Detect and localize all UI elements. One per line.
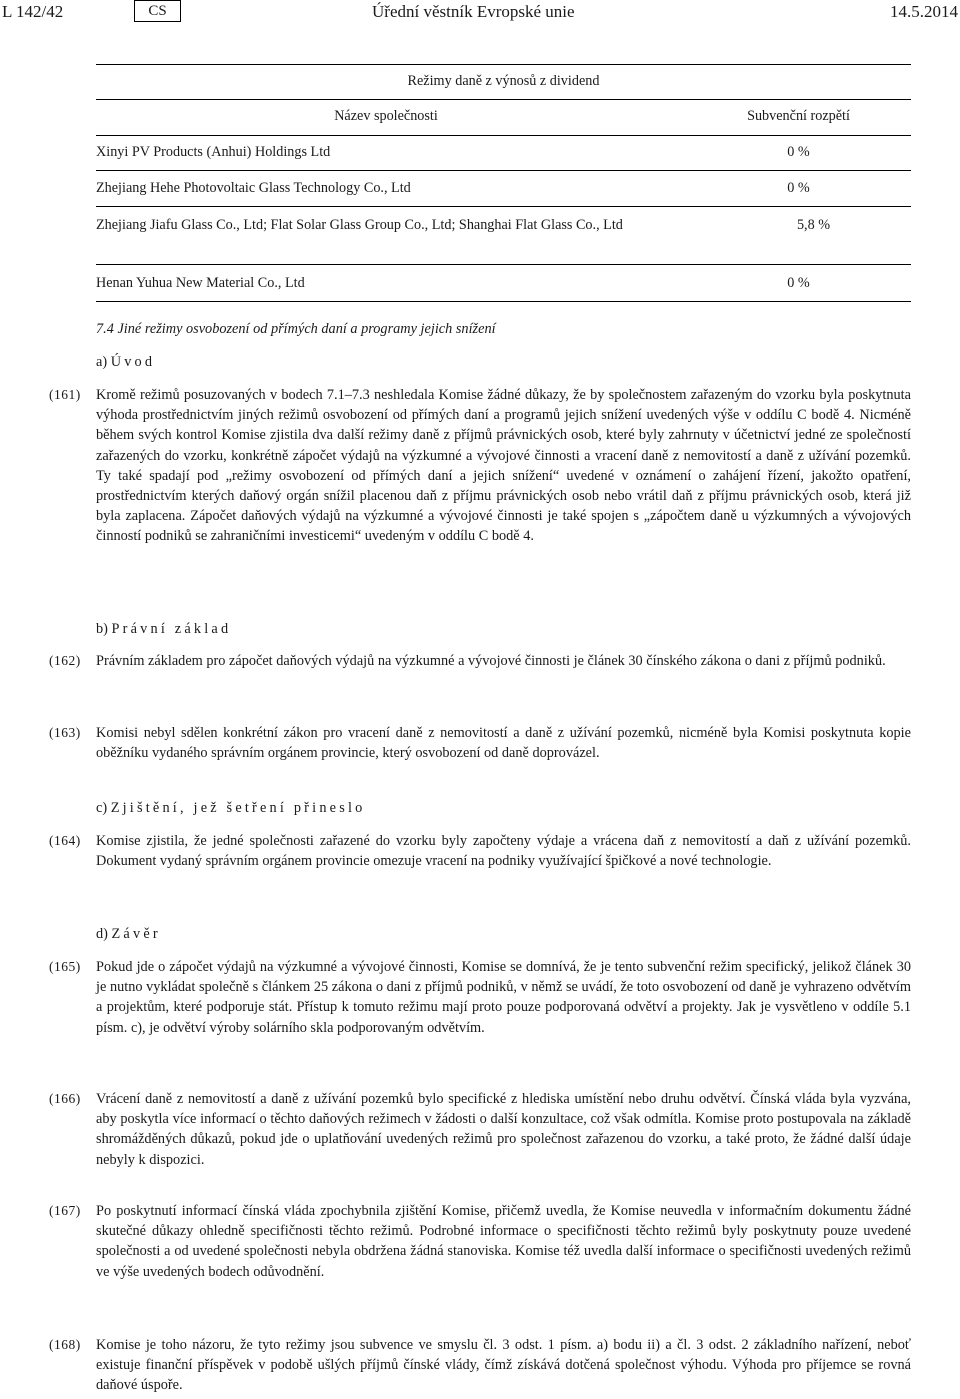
paragraph-number: (162) bbox=[49, 653, 81, 668]
paragraph-text: Kromě režimů posuzovaných v bodech 7.1–7.3 neshledala Komise žádné důkazy, že by společnostem zařazeným do vzorku byla poskytnuta výhoda prostřednictvím jiných režimů osvobození od přímých daní a programů jejich snížení uvedených výše v oddílu C bodě 4. Nicméně během svých kontrol Komise zjistila dva další režimy daně z příjmů právnických osob, které byly zahrnuty v účetnictví jedné ze společností zařazených do vzorku, konkrétně zápočet výdajů na výzkumné a vývojové činnosti a vracení daně z nemovitostí a daně z užívání pozemků. Ty také spadají pod „režimy osvobození od přímých daní a jejich snížení“ uvedené v oznámení o zahájení řízení, jakožto opatření, prostřednictvím kterých daňový orgán snížil placenou daň z příjmu právnických osob nebo vrátil daň z příjmu právnických osob, která již byla zaplacena. Zápočet daňových výdajů na výzkumné a vývojové činnosti je také spojen s „zápočtem daně u výzkumných a vývojových činností podniků se zahraničními investicemi“ uvedeným v oddílu C bodě 4. bbox=[96, 387, 911, 545]
subsection-heading-a: a) Úvod bbox=[96, 354, 156, 370]
paragraph-number: (164) bbox=[49, 833, 81, 848]
table-row-rate: 0 % bbox=[787, 275, 810, 291]
subsection-heading-c: c) Zjištění, jež šetření přineslo bbox=[96, 800, 366, 816]
table-row-company: Henan Yuhua New Material Co., Ltd bbox=[96, 275, 305, 291]
table-row-rate: 0 % bbox=[787, 180, 810, 196]
table-caption: Režimy daně z výnosů z dividend bbox=[407, 73, 600, 89]
paragraph-number: (161) bbox=[49, 387, 81, 402]
page-header bbox=[0, 0, 960, 26]
column-header-range: Subvenční rozpětí bbox=[747, 108, 850, 124]
table-row-rate: 5,8 % bbox=[796, 217, 831, 233]
paragraph-number: (166) bbox=[49, 1091, 81, 1106]
journal-title: Úřední věstník Evropské unie bbox=[372, 2, 575, 21]
publication-date: 14.5.2014 bbox=[890, 2, 958, 21]
journal-reference: L 142/42 bbox=[2, 2, 64, 21]
paragraph-text: Komise je toho názoru, že tyto režimy jsou subvence ve smyslu čl. 3 odst. 1 písm. a) bodu ii) a čl. 3 odst. 2 základního nařízení, neboť existuje finanční příspěvek v podobě ušlých příjmů čínské vlády, čímž získává dotčená společnost výhodu. Výhoda pro příjemce se rovná daňové úspoře. bbox=[96, 1337, 911, 1394]
paragraph-number: (167) bbox=[49, 1203, 81, 1218]
paragraph-text: Vrácení daně z nemovitostí a daně z užívání pozemků bylo specifické z hlediska umístění nebo druhu odvětví. Čínská vláda byla vyzvána, aby poskytla více informací o těchto daňových režimech v žádosti o další konzultace, což však odmítla. Komise proto postupovala na základě shromážděných důkazů, pokud jde o uplatňování uvedených režimů pro společnost zařazenou do vzorku, a také proto, že žádné další údaje nebyly k dispozici. bbox=[96, 1091, 911, 1168]
paragraph-text: Komise zjistila, že jedné společnosti zařazené do vzorku byly započteny výdaje a vrácena daň z nemovitostí a daň z užívání pozemků. Dokument vydaný správním orgánem provincie omezuje vracení na podniky využívající špičkové a nové technologie. bbox=[96, 833, 911, 870]
subsection-heading-d: d) Závěr bbox=[96, 926, 161, 942]
table-row-company: Xinyi PV Products (Anhui) Holdings Ltd bbox=[96, 144, 331, 160]
paragraph-text: Po poskytnutí informací čínská vláda zpochybnila zjištění Komise, přičemž uvedla, že Komise neuvedla v informačním dokumentu žádné skutečné důkazy ohledně specifičnosti těchto režimů. Podrobné informace o specifičnosti těchto režimů byly poskytnuty pouze uvedené společnosti a od uvedené společnosti nebyla obdržena žádná stanoviska. Komise též uvedla další informace o specifičnosti uvedených režimů ve výše uvedených bodech odůvodnění. bbox=[96, 1203, 911, 1280]
paragraph-text: Právním základem pro zápočet daňových výdajů na výzkumné a vývojové činnosti je článek 30 čínského zákona o dani z příjmů podniků. bbox=[96, 653, 886, 669]
column-header-company: Název společnosti bbox=[334, 108, 438, 124]
paragraph-text: Pokud jde o zápočet výdajů na výzkumné a vývojové činnosti, Komise se domnívá, že je tento subvenční režim specifický, jelikož článek 30 je nutno vykládat společně s článkem 25 zákona o dani z příjmů podniků, v němž se uvádí, že toto osvobození od daně je vyhrazeno odvětvím a projektům, které podporuje stát. Přístup k tomuto režimu mají proto pouze podporovaná odvětví a projekty. Jak je vysvětleno v oddíle 5.1 písm. c), je odvětví výroby solárního skla podporovaným odvětvím. bbox=[96, 959, 911, 1036]
paragraph-text: Komisi nebyl sdělen konkrétní zákon pro vracení daně z nemovitostí a daně z užívání pozemků, nicméně byla Komisi poskytnuta kopie oběžníku vydaného správním orgánem provincie, který osvobození od daně doprovázel. bbox=[96, 725, 911, 762]
subsection-heading-b: b) Právní základ bbox=[96, 621, 232, 637]
table-row-company: Zhejiang Hehe Photovoltaic Glass Technology Co., Ltd bbox=[96, 180, 411, 196]
section-title: 7.4 Jiné režimy osvobození od přímých daní a programy jejich snížení bbox=[96, 321, 496, 337]
table-row-company: Zhejiang Jiafu Glass Co., Ltd; Flat Solar Glass Group Co., Ltd; Shanghai Flat Glass Co., Ltd bbox=[96, 217, 623, 233]
language-badge: CS bbox=[134, 0, 181, 22]
table-row-rate: 0 % bbox=[787, 144, 810, 160]
paragraph-number: (168) bbox=[49, 1337, 81, 1352]
paragraph-number: (163) bbox=[49, 725, 81, 740]
paragraph-number: (165) bbox=[49, 959, 81, 974]
